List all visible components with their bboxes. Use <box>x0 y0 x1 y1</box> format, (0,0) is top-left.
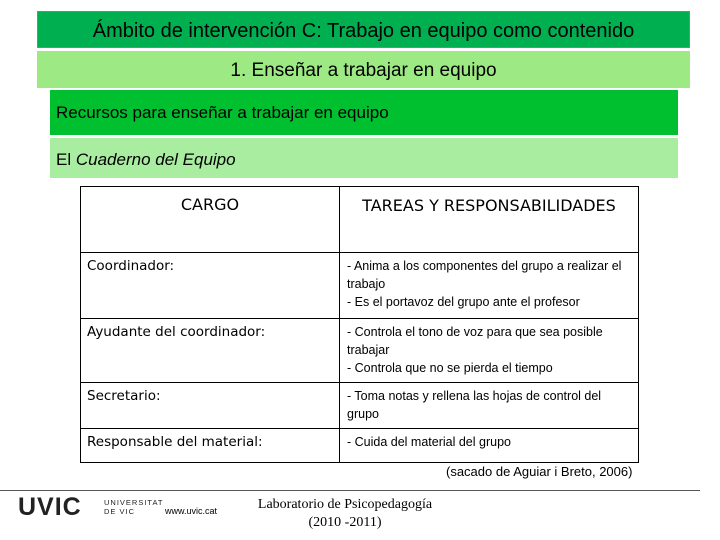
tasks-cell <box>340 319 639 383</box>
logo-subtitle <box>104 498 163 516</box>
task-line: - Toma notas y rellena las hojas de control del grupo <box>347 389 602 421</box>
table-row <box>81 429 639 463</box>
page-subtitle: 1. Enseñar a trabajar en equipo <box>230 60 497 81</box>
task-line: - Controla que no se pierda el tiempo <box>347 361 553 375</box>
notebook-banner <box>50 138 678 178</box>
source-note: (sacado de Aguiar i Breto, 2006) <box>446 464 633 479</box>
task-line: - Es el portavoz del grupo ante el profesor <box>347 295 580 309</box>
table-row <box>81 253 639 319</box>
tasks-cell <box>340 429 639 463</box>
notebook-heading <box>56 150 236 170</box>
task-line: - Cuida del material del grupo <box>347 435 511 449</box>
footer-divider <box>0 490 700 491</box>
resources-banner <box>50 90 678 135</box>
role-cell: Responsable del material: <box>81 429 340 463</box>
logo-line-1: UNIVERSITAT <box>104 498 164 507</box>
subtitle-banner <box>37 51 690 88</box>
website-link[interactable]: www.uvic.cat <box>165 506 218 516</box>
role-cell: Coordinador: <box>81 253 340 319</box>
notebook-title: Cuaderno del Equipo <box>75 150 236 169</box>
page-title: Ámbito de intervención C: Trabajo en equipo como contenido <box>92 20 635 42</box>
task-line: - Anima a los componentes del grupo a realizar el trabajo <box>347 259 622 291</box>
footer-credit: Laboratorio de Psicopedagogía (2010 -2011) <box>257 497 433 530</box>
tasks-cell <box>340 383 639 429</box>
logo-wordmark: UVIC <box>18 493 82 521</box>
table-header-row <box>81 187 639 253</box>
role-cell: Secretario: <box>81 383 340 429</box>
task-line: - Controla el tono de voz para que sea posible trabajar <box>347 325 603 357</box>
table-row <box>81 383 639 429</box>
logo-line-2: DE VIC <box>104 507 136 516</box>
role-cell: Ayudante del coordinador: <box>81 319 340 383</box>
roles-table <box>80 186 639 463</box>
resources-heading: Recursos para enseñar a trabajar en equipo <box>56 103 389 122</box>
tasks-cell <box>340 253 639 319</box>
title-banner <box>37 11 690 48</box>
header-cargo: CARGO <box>81 187 340 253</box>
notebook-prefix: El <box>56 150 72 169</box>
header-tareas: TAREAS Y RESPONSABILIDADES <box>340 187 639 253</box>
table-row <box>81 319 639 383</box>
